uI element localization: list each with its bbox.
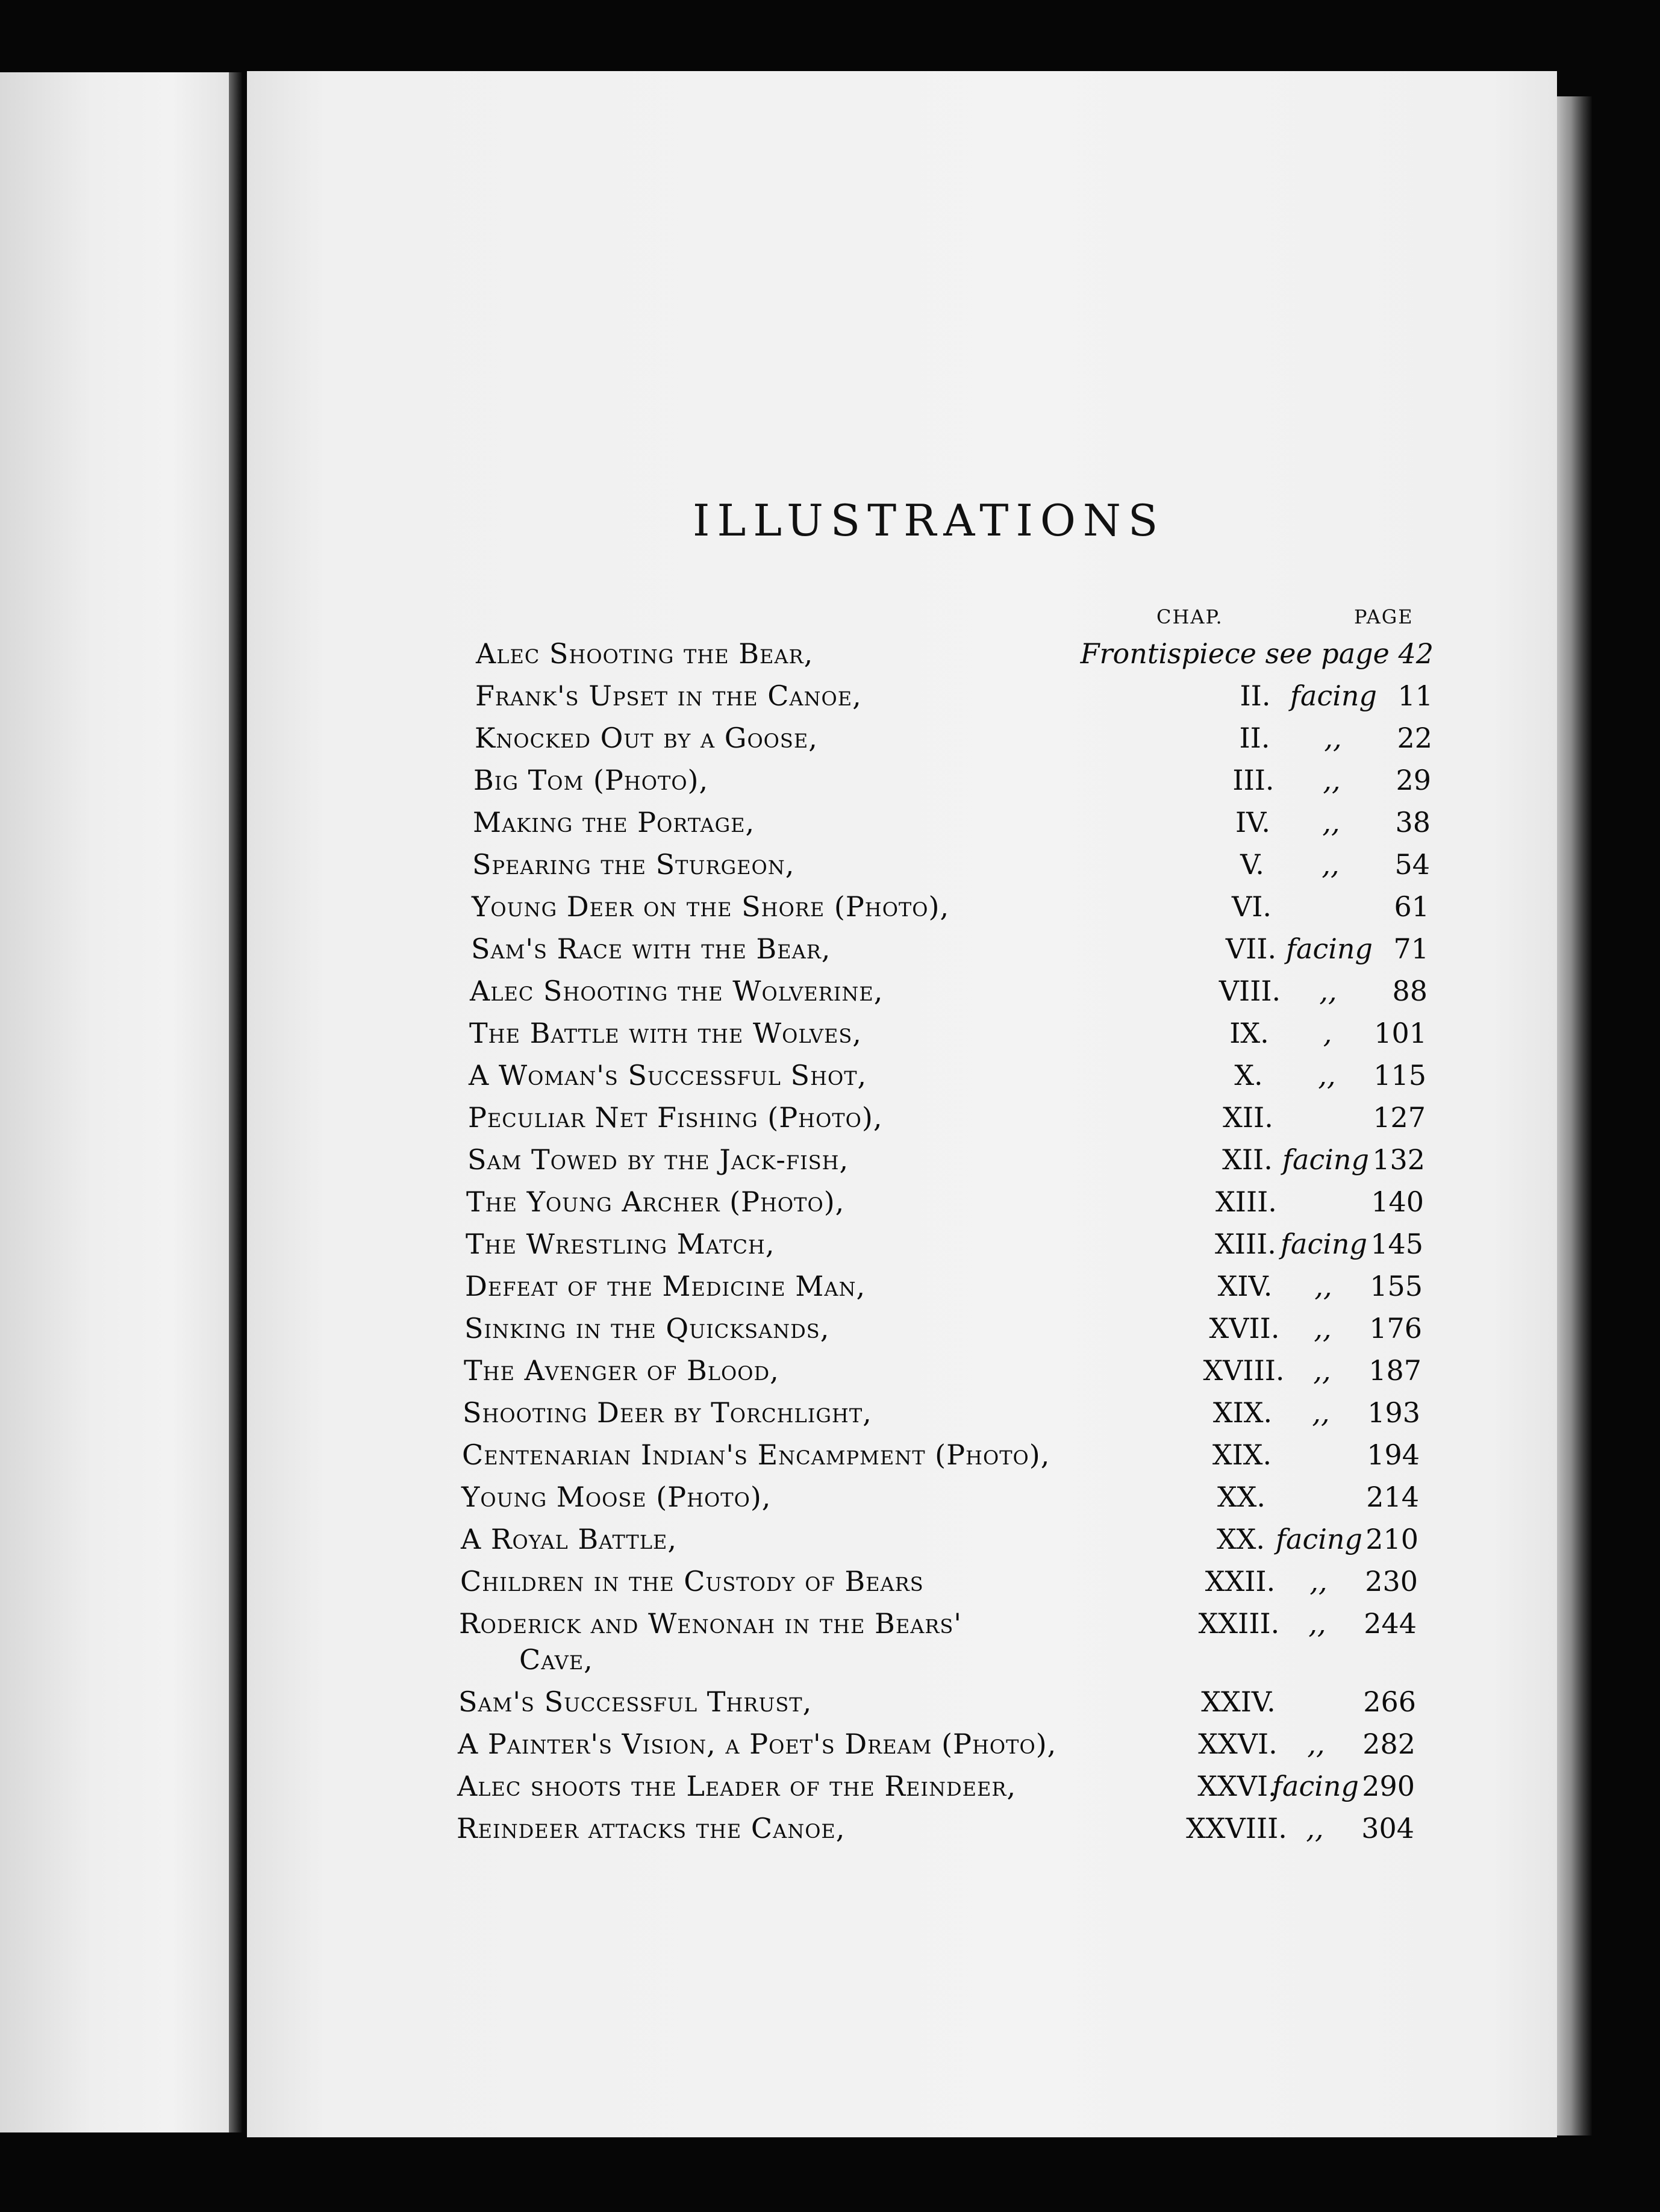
page-number: 266 xyxy=(1363,1686,1416,1718)
page-number: 214 xyxy=(1366,1481,1419,1513)
page-number: 230 xyxy=(1365,1565,1418,1598)
facing-note: ,, xyxy=(1309,1565,1328,1598)
chapter-number: IV. xyxy=(1235,806,1270,839)
page-number: 22 xyxy=(1397,722,1432,754)
list-item xyxy=(458,637,1434,680)
illustration-title: Sam Towed by the Jack-fish, xyxy=(467,1143,849,1176)
facing-note: ,, xyxy=(1319,975,1337,1007)
chapter-number: XXVIII. xyxy=(1186,1812,1287,1845)
page-number: 145 xyxy=(1370,1228,1423,1260)
page-number: 176 xyxy=(1369,1312,1422,1345)
page-number: 132 xyxy=(1372,1143,1425,1176)
illustration-title: Alec Shooting the Wolverine, xyxy=(470,975,884,1007)
page-number: 61 xyxy=(1394,890,1429,923)
illustration-title: Sam's Successful Thrust, xyxy=(458,1686,813,1718)
page-number: 194 xyxy=(1367,1439,1420,1471)
list-item xyxy=(448,1186,1424,1228)
page-number: 304 xyxy=(1361,1812,1414,1845)
chapter-number: XVIII. xyxy=(1203,1354,1285,1387)
facing-note: ,, xyxy=(1323,764,1341,796)
chapter-number: XIX. xyxy=(1212,1396,1273,1429)
illustration-title: Sinking in the Quicksands, xyxy=(464,1312,830,1345)
chapter-number: XII. xyxy=(1222,1143,1273,1176)
page-number: 187 xyxy=(1368,1354,1421,1387)
page-number: 115 xyxy=(1373,1059,1426,1092)
illustration-title: The Battle with the Wolves, xyxy=(469,1017,862,1049)
illustration-title: Roderick and Wenonah in the Bears' xyxy=(459,1607,962,1640)
illustration-title: Peculiar Net Fishing (Photo), xyxy=(468,1101,883,1134)
gutter-shadow xyxy=(229,72,242,2132)
page-number: 38 xyxy=(1395,806,1431,839)
facing-note: facing xyxy=(1281,1228,1367,1260)
list-item xyxy=(440,1686,1416,1728)
illustration-title: Shooting Deer by Torchlight, xyxy=(463,1396,872,1429)
illustration-title: Making the Portage, xyxy=(473,806,755,839)
list-item xyxy=(438,1812,1414,1854)
illustration-title: Young Deer on the Shore (Photo), xyxy=(472,890,950,923)
illustration-title: Reindeer attacks the Canoe, xyxy=(457,1812,846,1845)
page-number: 244 xyxy=(1364,1607,1417,1640)
list-item xyxy=(439,1770,1415,1812)
facing-note: ,, xyxy=(1318,1059,1336,1092)
chapter-number: XXII. xyxy=(1205,1565,1276,1598)
facing-note: facing xyxy=(1286,933,1373,965)
frontispiece-reference: Frontispiece see page 42 xyxy=(1080,637,1434,670)
list-item xyxy=(454,848,1430,890)
chapter-number: II. xyxy=(1239,722,1270,754)
page-number: 193 xyxy=(1367,1396,1420,1429)
page-column-header: PAGE xyxy=(1354,605,1414,628)
chap-column-header: CHAP. xyxy=(1156,605,1223,628)
list-item xyxy=(444,1439,1420,1481)
chapter-number: XIV. xyxy=(1217,1270,1273,1302)
chapter-number: V. xyxy=(1240,848,1264,881)
facing-note: ,, xyxy=(1324,722,1342,754)
list-item xyxy=(443,1523,1418,1565)
list-item xyxy=(455,806,1431,848)
illustration-title: Alec shoots the Leader of the Reindeer, xyxy=(457,1770,1017,1802)
page-number: 101 xyxy=(1374,1017,1427,1049)
page-number: 71 xyxy=(1393,933,1429,965)
page-number: 127 xyxy=(1373,1101,1426,1134)
list-item xyxy=(441,1607,1417,1692)
list-item xyxy=(446,1354,1421,1396)
chapter-number: VIII. xyxy=(1218,975,1281,1007)
chapter-number: XIX. xyxy=(1212,1439,1272,1471)
list-item xyxy=(453,933,1429,975)
page-number: 210 xyxy=(1365,1523,1418,1555)
list-item xyxy=(443,1481,1419,1523)
page-edge xyxy=(1557,96,1592,2135)
illustration-title: The Avenger of Blood, xyxy=(464,1354,779,1387)
chapter-number: XX. xyxy=(1216,1523,1265,1555)
illustration-title: The Wrestling Match, xyxy=(466,1228,775,1260)
chapter-number: XIII. xyxy=(1215,1228,1276,1260)
list-item xyxy=(452,975,1428,1017)
facing-note: ,, xyxy=(1314,1270,1332,1302)
chapter-number: XX. xyxy=(1217,1481,1266,1513)
chapter-number: X. xyxy=(1234,1059,1263,1092)
list-item xyxy=(454,890,1429,933)
page-number: 29 xyxy=(1396,764,1431,796)
page-number: 140 xyxy=(1371,1186,1424,1218)
chapter-number: VI. xyxy=(1231,890,1272,923)
illustration-title: A Painter's Vision, a Poet's Dream (Photo), xyxy=(458,1728,1057,1760)
illustration-title: Children in the Custody of Bears xyxy=(460,1565,924,1598)
facing-note: facing xyxy=(1276,1523,1362,1555)
facing-note: ,, xyxy=(1321,848,1340,881)
illustration-title: Big Tom (Photo), xyxy=(473,764,709,796)
chapter-number: XXIII. xyxy=(1198,1607,1280,1640)
page-number: 282 xyxy=(1362,1728,1415,1760)
page-number: 88 xyxy=(1392,975,1428,1007)
illustration-title: Sam's Race with the Bear, xyxy=(471,933,831,965)
list-item xyxy=(445,1396,1420,1439)
chapter-number: XII. xyxy=(1223,1101,1273,1134)
list-item xyxy=(457,722,1432,764)
page-number: 290 xyxy=(1362,1770,1415,1802)
illustration-title: Frank's Upset in the Canoe, xyxy=(475,680,862,712)
chapter-number: XVII. xyxy=(1209,1312,1280,1345)
chapter-number: IX. xyxy=(1229,1017,1269,1049)
illustration-title: Defeat of the Medicine Man, xyxy=(465,1270,866,1302)
list-item xyxy=(455,764,1431,806)
illustration-title: Young Moose (Photo), xyxy=(461,1481,772,1513)
facing-note: ,, xyxy=(1314,1312,1332,1345)
illustration-title: A Woman's Successful Shot, xyxy=(469,1059,867,1092)
chapter-number: XXIV. xyxy=(1201,1686,1276,1718)
facing-note: ,, xyxy=(1308,1607,1326,1640)
chapter-number: II. xyxy=(1240,680,1271,712)
facing-note: ,, xyxy=(1312,1396,1330,1429)
list-item xyxy=(447,1270,1423,1312)
facing-note: , xyxy=(1323,1017,1332,1049)
chapter-number: XXVI. xyxy=(1198,1728,1278,1760)
facing-note: ,, xyxy=(1306,1812,1324,1845)
list-item xyxy=(449,1143,1425,1186)
list-item xyxy=(448,1228,1423,1270)
facing-note: facing xyxy=(1272,1770,1359,1802)
list-item xyxy=(451,1059,1426,1101)
illustration-title: Knocked Out by a Goose, xyxy=(475,722,818,754)
chapter-number: XIII. xyxy=(1215,1186,1277,1218)
facing-note: ,, xyxy=(1307,1728,1325,1760)
page-number: 11 xyxy=(1397,680,1433,712)
illustration-title: The Young Archer (Photo), xyxy=(466,1186,845,1218)
list-item xyxy=(440,1728,1415,1770)
illustration-title-continuation: Cave, xyxy=(519,1643,593,1676)
list-item xyxy=(446,1312,1422,1354)
page-number: 54 xyxy=(1394,848,1430,881)
chapter-number: VII. xyxy=(1225,933,1277,965)
page-number: 155 xyxy=(1370,1270,1423,1302)
illustration-title: A Royal Battle, xyxy=(461,1523,678,1555)
illustration-title: Spearing the Sturgeon, xyxy=(472,848,795,881)
facing-note: facing xyxy=(1290,680,1377,712)
illustration-title: Centenarian Indian's Encampment (Photo), xyxy=(462,1439,1050,1471)
illustration-title: Alec Shooting the Bear, xyxy=(476,637,814,670)
list-item xyxy=(451,1017,1427,1059)
chapter-number: XXVI. xyxy=(1197,1770,1277,1802)
facing-note: ,, xyxy=(1322,806,1340,839)
list-item xyxy=(457,680,1433,722)
chapter-number: III. xyxy=(1232,764,1275,796)
list-item xyxy=(442,1565,1418,1607)
list-item xyxy=(450,1101,1426,1143)
facing-note: facing xyxy=(1282,1143,1369,1176)
left-page xyxy=(0,72,229,2132)
page-title: ILLUSTRATIONS xyxy=(693,495,1165,546)
facing-note: ,, xyxy=(1313,1354,1331,1387)
